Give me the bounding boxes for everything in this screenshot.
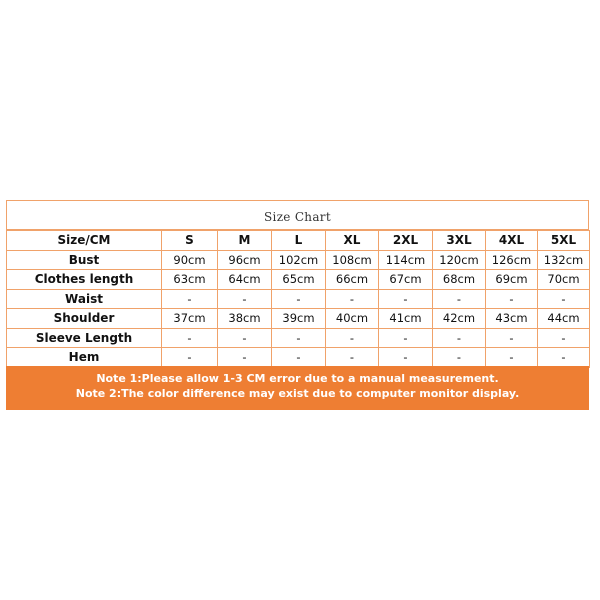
size-header-xl: XL: [326, 231, 379, 251]
table-cell: 90cm: [162, 250, 218, 270]
table-cell: 43cm: [486, 309, 538, 329]
table-cell: -: [379, 289, 433, 309]
chart-title: Size Chart: [6, 200, 589, 230]
table-row-waist: [7, 289, 590, 309]
table-cell: -: [433, 328, 486, 348]
table-cell: 67cm: [379, 270, 433, 290]
row-label: Shoulder: [7, 309, 162, 329]
table-cell: -: [272, 348, 326, 368]
table-cell: 66cm: [326, 270, 379, 290]
table-cell: 42cm: [433, 309, 486, 329]
table-cell: 40cm: [326, 309, 379, 329]
table-cell: -: [538, 328, 590, 348]
table-cell: -: [538, 289, 590, 309]
table-cell: -: [486, 328, 538, 348]
table-row-bust: [7, 250, 590, 270]
size-header-5xl: 5XL: [538, 231, 590, 251]
table-cell: 120cm: [433, 250, 486, 270]
table-row-shoulder: [7, 309, 590, 329]
table-cell: -: [218, 289, 272, 309]
size-header-4xl: 4XL: [486, 231, 538, 251]
note-2: Note 2:The color difference may exist due to computer monitor display.: [75, 387, 520, 400]
table-cell: 65cm: [272, 270, 326, 290]
table-cell: -: [486, 289, 538, 309]
table-cell: -: [326, 348, 379, 368]
table-cell: 126cm: [486, 250, 538, 270]
size-table: [6, 230, 590, 368]
table-cell: 132cm: [538, 250, 590, 270]
table-cell: -: [379, 328, 433, 348]
size-header-2xl: 2XL: [379, 231, 433, 251]
table-cell: -: [326, 289, 379, 309]
row-label: Clothes length: [7, 270, 162, 290]
table-cell: 96cm: [218, 250, 272, 270]
table-cell: 63cm: [162, 270, 218, 290]
table-cell: -: [162, 328, 218, 348]
row-label: Sleeve Length: [7, 328, 162, 348]
size-header-s: S: [162, 231, 218, 251]
table-cell: -: [218, 328, 272, 348]
table-cell: 102cm: [272, 250, 326, 270]
row-label: Bust: [7, 250, 162, 270]
table-cell: 37cm: [162, 309, 218, 329]
table-cell: 70cm: [538, 270, 590, 290]
table-cell: -: [272, 328, 326, 348]
table-cell: -: [326, 328, 379, 348]
size-header-l: L: [272, 231, 326, 251]
table-cell: -: [433, 289, 486, 309]
row-label: Hem: [7, 348, 162, 368]
table-cell: 39cm: [272, 309, 326, 329]
table-row-clothes-length: [7, 270, 590, 290]
table-cell: 69cm: [486, 270, 538, 290]
table-cell: -: [486, 348, 538, 368]
size-header-m: M: [218, 231, 272, 251]
table-cell: 64cm: [218, 270, 272, 290]
table-cell: -: [379, 348, 433, 368]
table-cell: -: [433, 348, 486, 368]
table-cell: -: [162, 348, 218, 368]
table-cell: 114cm: [379, 250, 433, 270]
table-row-sleeve-length: [7, 328, 590, 348]
table-cell: 68cm: [433, 270, 486, 290]
note-1: Note 1:Please allow 1-3 CM error due to a manual measurement.: [96, 372, 499, 385]
row-label: Waist: [7, 289, 162, 309]
table-cell: -: [538, 348, 590, 368]
table-cell: 38cm: [218, 309, 272, 329]
table-cell: -: [162, 289, 218, 309]
table-cell: -: [218, 348, 272, 368]
table-cell: 44cm: [538, 309, 590, 329]
table-cell: 41cm: [379, 309, 433, 329]
table-header-row: [7, 231, 590, 251]
size-header-3xl: 3XL: [433, 231, 486, 251]
table-row-hem: [7, 348, 590, 368]
table-cell: 108cm: [326, 250, 379, 270]
notes-banner: [6, 366, 589, 410]
table-cell: -: [272, 289, 326, 309]
header-label: Size/CM: [7, 231, 162, 251]
size-chart: [6, 200, 589, 410]
